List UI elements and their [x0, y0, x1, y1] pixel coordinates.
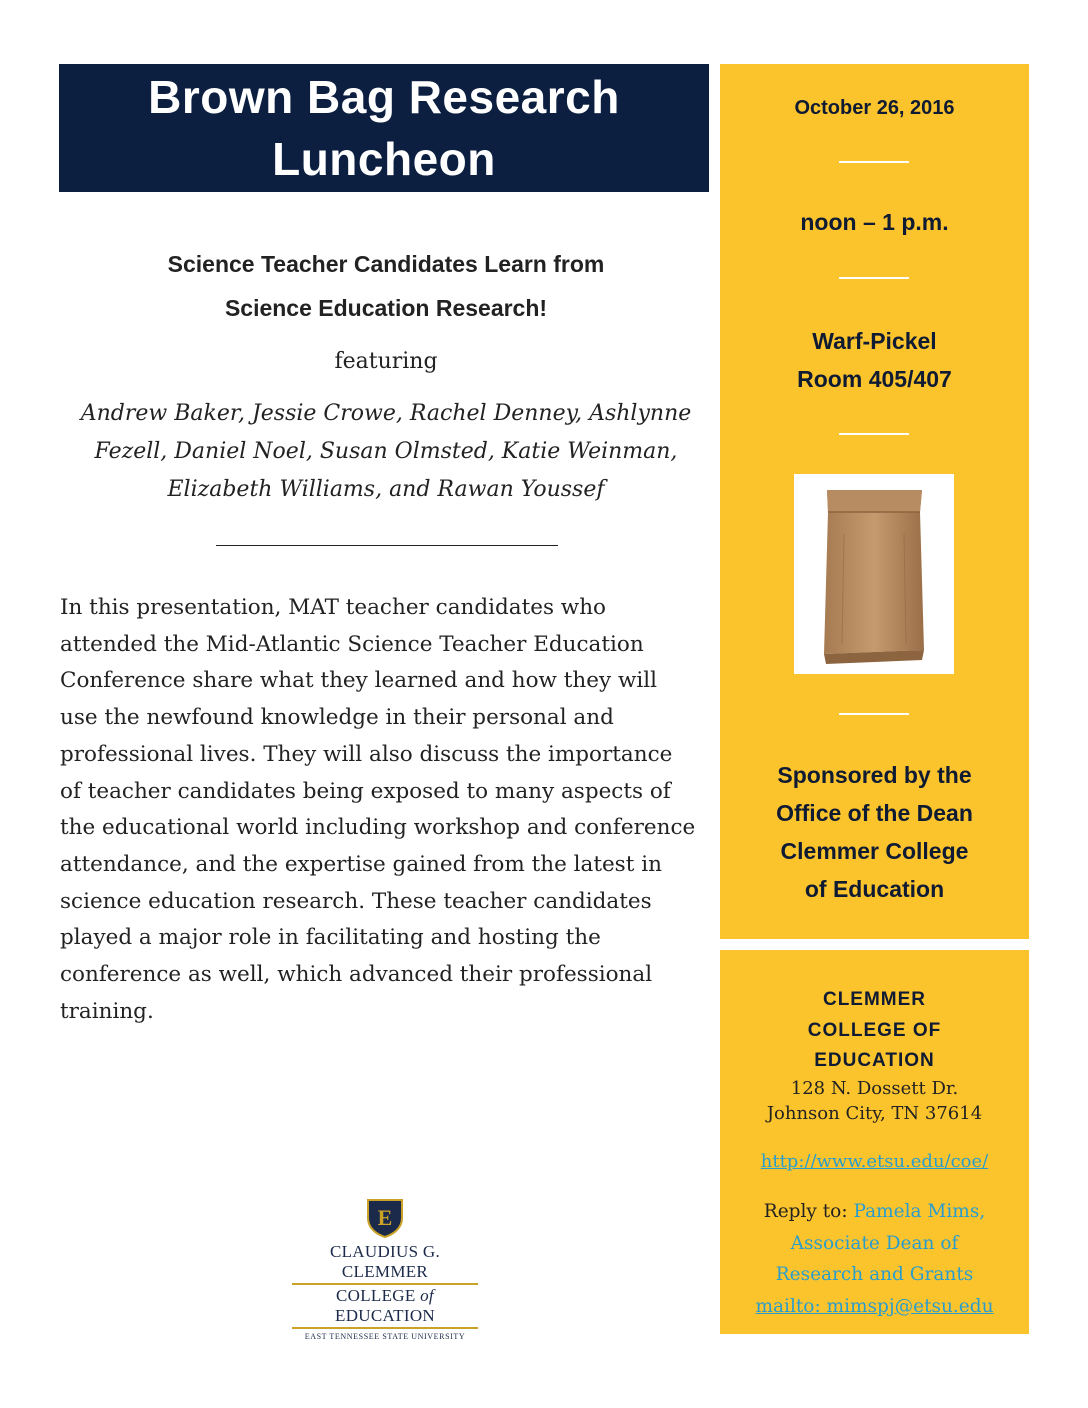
brown-bag-image [794, 474, 954, 674]
reply-title-line1: Associate Dean of [790, 1232, 959, 1254]
reply-title-line2: Research and Grants [775, 1264, 974, 1285]
website-link[interactable]: http://www.etsu.edu/coe/ [760, 1151, 989, 1172]
event-date: October 26, 2016 [794, 97, 955, 119]
event-location [720, 322, 1029, 398]
separator [839, 161, 909, 163]
reply-label: Reply to: [763, 1201, 848, 1222]
paper-bag-icon [794, 474, 954, 674]
featuring-label: featuring [334, 349, 438, 374]
sponsor-line2: Office of the Dean [776, 800, 973, 826]
location-line1: Warf-Pickel [812, 328, 937, 354]
event-title-line1: Brown Bag Research [148, 71, 620, 123]
college-name-line2: COLLEGE OF [807, 1019, 942, 1041]
college-name [720, 985, 1029, 1077]
sponsor-info [720, 756, 1029, 908]
body-line: attendance, and the expertise gained from the latest in [60, 851, 662, 877]
shield-emblem-icon [364, 1198, 406, 1238]
location-line2: Room 405/407 [797, 366, 952, 392]
logo-education: EDUCATION [335, 1306, 435, 1325]
logo-rule [292, 1283, 478, 1285]
separator [839, 433, 909, 435]
body-line: attended the Mid-Atlantic Science Teacher Education [60, 631, 644, 657]
email-link[interactable]: mailto: mimspj@etsu.edu [755, 1295, 994, 1317]
title-banner [59, 64, 709, 192]
event-title [148, 66, 620, 190]
presenter-list [59, 395, 713, 509]
college-name-line3: EDUCATION [814, 1050, 935, 1071]
college-logo [286, 1198, 484, 1341]
sponsor-line4: of Education [804, 876, 945, 902]
emblem-letter: E [377, 1205, 393, 1230]
logo-of: of [420, 1286, 434, 1305]
logo-rule [292, 1327, 478, 1329]
sponsor-line1: Sponsored by the [777, 762, 972, 788]
website [720, 1149, 1029, 1175]
body-line: of teacher candidates being exposed to many aspects of [60, 778, 671, 804]
separator [839, 713, 909, 715]
separator [839, 277, 909, 279]
divider [216, 545, 558, 546]
logo-university: EAST TENNESSEE STATE UNIVERSITY [304, 1332, 466, 1341]
reply-info [720, 1196, 1029, 1322]
body-line: played a major role in facilitating and hosting the [60, 925, 601, 951]
event-time: noon – 1 p.m. [800, 209, 949, 235]
reply-name: Pamela Mims, [853, 1201, 986, 1222]
logo-line1: CLAUDIUS G. CLEMMER [329, 1242, 441, 1281]
address-line1: 128 N. Dossett Dr. [790, 1078, 959, 1099]
body-line: science education research. These teacher candidates [60, 888, 652, 914]
subtitle-line1: Science Teacher Candidates Learn from [167, 251, 605, 277]
logo-college: COLLEGE [336, 1286, 416, 1305]
sponsor-line3: Clemmer College [780, 838, 969, 864]
body-line: In this presentation, MAT teacher candidates who [60, 595, 607, 620]
subtitle-line2: Science Education Research! [224, 295, 548, 321]
body-line: training. [60, 998, 154, 1024]
presenter-line2: Fezell, Daniel Noel, Susan Olmsted, Katie Weinman, [94, 439, 678, 464]
presenter-line1: Andrew Baker, Jessie Crowe, Rachel Denney, Ashlynne [80, 401, 692, 426]
body-line: use the newfound knowledge in their personal and [60, 705, 614, 731]
body-line: professional lives. They will also discuss the importance [60, 741, 673, 767]
body-line: Conference share what they learned and how they will [60, 668, 658, 694]
reply-line1 [720, 1196, 1029, 1228]
body-line: the educational world including workshop and conference [60, 815, 696, 841]
presenter-line3: Elizabeth Williams, and Rawan Youssef [167, 477, 605, 502]
college-name-line1: CLEMMER [822, 989, 927, 1010]
college-address [720, 1076, 1029, 1126]
event-subtitle [59, 242, 713, 330]
address-line2: Johnson City, TN 37614 [766, 1103, 983, 1124]
body-line: conference as well, which advanced their professional [60, 962, 653, 988]
description-paragraph [60, 590, 710, 1030]
logo-line2 [286, 1286, 484, 1326]
event-title-line2: Luncheon [272, 133, 496, 185]
